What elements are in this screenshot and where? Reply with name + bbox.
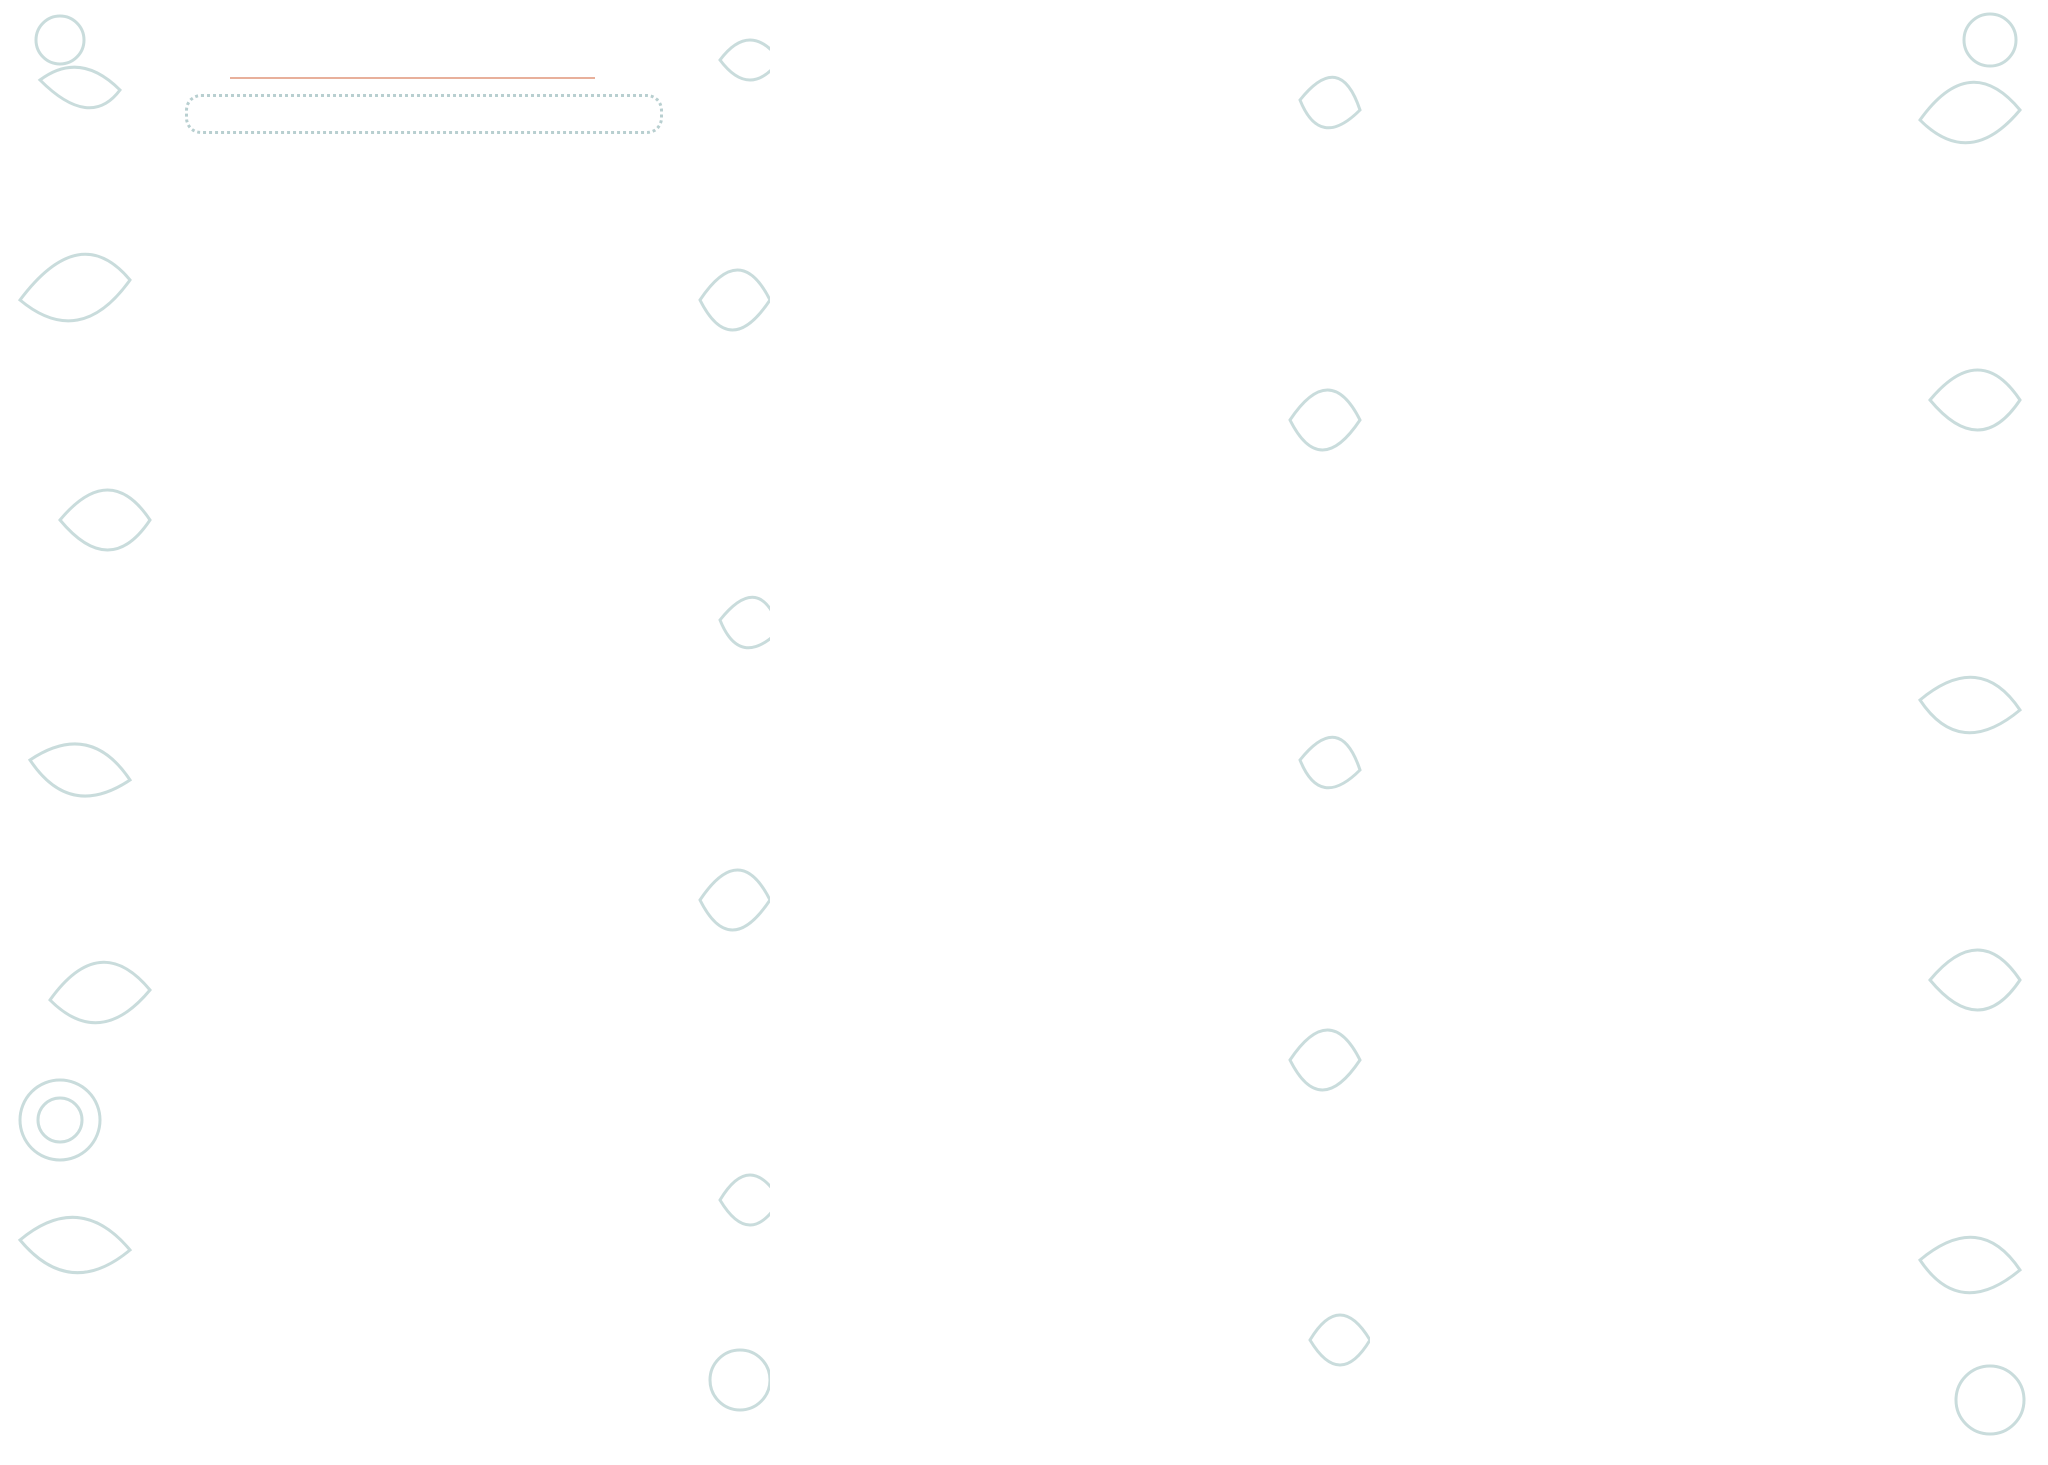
drinks-panel [155,0,690,1465]
pizza-note-box [185,94,663,134]
food-panel [770,0,1280,1465]
panorama-logo [230,38,595,82]
desserts-panel [1370,0,1890,1465]
